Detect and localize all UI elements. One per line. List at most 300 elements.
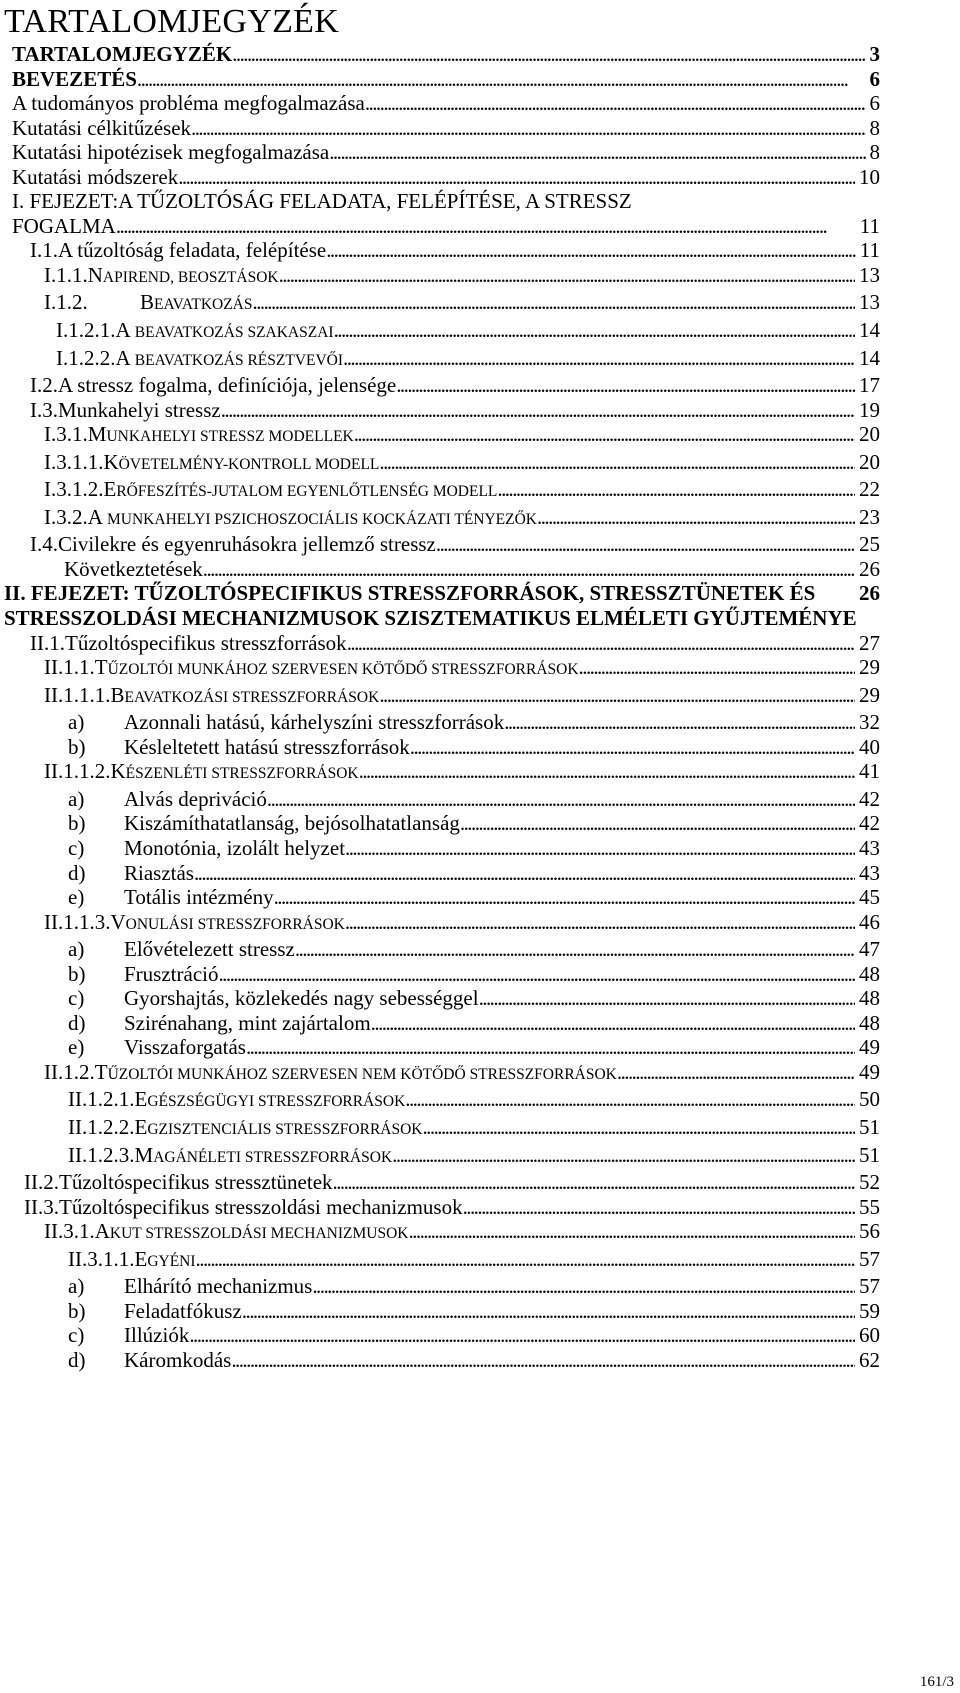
toc-entry[interactable]	[0, 885, 960, 910]
toc-entry-text: Visszaforgatás	[124, 1035, 246, 1060]
toc-chapter-text: FEJEZET: TŰZOLTÓSPECIFIKUS STRESSZFORRÁSOK, STRESSZTÜNETEK ÉS STRESSZOLDÁSI MECHANIZMUSOK SZISZTEMATIKUS ELMÉLETI GYŰJTEMÉNYE	[4, 581, 857, 631]
toc-entry[interactable]	[0, 1247, 960, 1275]
toc-entry-title	[30, 532, 436, 557]
toc-entry[interactable]	[0, 189, 960, 214]
toc-entry-page: 48	[859, 986, 880, 1011]
toc-entry-text: FOGALMA	[12, 213, 116, 238]
toc-entry[interactable]	[0, 42, 960, 67]
toc-entry-title	[68, 1247, 196, 1275]
toc-entry-text: Kutatási módszerek	[12, 164, 179, 189]
dot-leader	[359, 759, 855, 784]
toc-entry-smallcaps: ONULÁSI STRESSZFORRÁSOK	[125, 915, 345, 933]
toc-entry-title	[44, 263, 279, 291]
toc-entry-page: 43	[859, 860, 880, 885]
toc-entry[interactable]	[0, 787, 960, 812]
toc-entry-text: Azonnali hatású, kárhelyszíni stresszforrások	[124, 710, 505, 735]
toc-entry-title	[68, 1011, 371, 1036]
toc-entry-title	[30, 373, 396, 398]
dot-leader	[333, 1170, 855, 1195]
toc-entry-page: 43	[859, 835, 880, 860]
toc-entry-marker: c)	[68, 835, 85, 860]
toc-entry-marker: a)	[68, 710, 85, 735]
toc-entry[interactable]	[0, 1170, 960, 1195]
toc-entry-title	[44, 1060, 617, 1088]
dot-leader	[463, 1195, 855, 1220]
toc-entry-title	[44, 477, 497, 505]
toc-entry-marker: b)	[68, 961, 86, 986]
toc-entry-smallcaps: ÉSZENLÉTI STRESSZFORRÁSOK	[125, 765, 359, 783]
toc-entry[interactable]	[0, 398, 960, 423]
dot-leader	[379, 450, 855, 475]
toc-entry[interactable]	[0, 937, 960, 962]
toc-entry-number: II.3.1.	[44, 1219, 95, 1244]
toc-entry-smallcaps: ÖVETELMÉNY-KONTROLL MODELL	[118, 455, 380, 473]
toc-entry-page: 51	[859, 1142, 880, 1167]
toc-entry-page: 29	[859, 682, 880, 707]
dot-leader	[617, 1060, 855, 1085]
dot-leader	[396, 373, 855, 398]
toc-entry-page: 45	[859, 885, 880, 910]
toc-entry[interactable]	[0, 477, 960, 505]
toc-entry-page: 10	[859, 164, 880, 189]
toc-entry-marker: a)	[68, 786, 85, 811]
toc-entry-title	[44, 759, 359, 787]
toc-entry[interactable]	[0, 986, 960, 1011]
dot-leader	[279, 263, 855, 288]
toc-entry-title	[68, 735, 410, 760]
toc-entry-smallcaps: BEAVATKOZÁS RÉSZTVEVŐI	[134, 351, 344, 369]
toc-entry-page: 25	[859, 532, 880, 557]
toc-entry-smallcaps: EAVATKOZÁSI STRESSZFORRÁSOK	[124, 688, 380, 706]
toc-entry-text: A	[115, 318, 135, 343]
toc-entry[interactable]	[0, 67, 960, 92]
toc-entry-page: 49	[859, 1059, 880, 1084]
toc-entry-page: 22	[859, 477, 880, 502]
toc-entry-title	[44, 910, 345, 938]
toc-entry-page: 3	[869, 42, 880, 66]
dot-leader	[354, 422, 855, 447]
toc-entry-page: 19	[859, 397, 880, 422]
toc-entry-number: I.1.2.1.	[56, 318, 116, 343]
toc-entry-smallcaps: GZISZTENCIÁLIS STRESSZFORRÁSOK	[147, 1120, 423, 1138]
toc-entry-smallcaps: KUT STRESSZOLDÁSI MECHANIZMUSOK	[109, 1225, 409, 1243]
toc-entry-page: 11	[859, 213, 880, 238]
toc-entry-smallcaps: ŰZOLTÓI MUNKÁHOZ SZERVESEN KÖTŐDŐ STRESSZFORRÁSOK	[107, 661, 579, 679]
toc-entry[interactable]	[0, 1274, 960, 1299]
toc-entry-number: II.1.2.	[44, 1059, 95, 1084]
toc-entry-title	[12, 214, 116, 239]
toc-entry-number: I.1.2.2.	[56, 345, 116, 370]
toc-entry-marker: d)	[68, 860, 86, 885]
toc-entry-text: Kiszámíthatatlanság, bejósolhatatlanság	[124, 811, 460, 836]
toc-entry-page: 27	[859, 630, 880, 655]
toc-entry[interactable]	[0, 735, 960, 760]
toc-entry-title	[68, 986, 479, 1011]
toc-entry-page: 60	[859, 1323, 880, 1348]
toc-entry[interactable]	[0, 1143, 960, 1171]
toc-entry-text: A	[115, 345, 135, 370]
toc-entry-page: 20	[859, 449, 880, 474]
toc-entry[interactable]	[0, 422, 960, 450]
toc-entry[interactable]	[0, 505, 960, 533]
toc-entry-title	[68, 937, 295, 962]
toc-entry[interactable]	[0, 631, 960, 656]
dot-leader	[295, 937, 855, 962]
dot-leader	[267, 787, 855, 812]
dot-leader	[379, 683, 855, 708]
toc-entry-marker: c)	[68, 1323, 85, 1348]
dot-leader	[405, 1087, 855, 1112]
toc-entry[interactable]	[0, 214, 960, 239]
toc-entry-number: II.1.1.3.	[44, 909, 111, 934]
toc-entry-title	[68, 885, 274, 910]
dot-leader	[178, 165, 855, 190]
toc-entry-title	[56, 318, 334, 346]
dot-leader	[497, 477, 855, 502]
toc-entry-title	[12, 42, 232, 67]
toc-entry[interactable]	[0, 450, 960, 478]
toc-entry-title	[12, 140, 329, 165]
toc-entry[interactable]	[0, 1323, 960, 1348]
toc-entry-text: A tűzoltóság feladata, felépítése	[58, 238, 327, 263]
toc-entry-page: 48	[859, 1010, 880, 1035]
toc-entry[interactable]	[0, 1299, 960, 1324]
toc-entry-title	[24, 1170, 333, 1195]
dot-leader	[246, 1035, 855, 1060]
toc-entry-title	[24, 1195, 463, 1220]
toc-entry[interactable]	[0, 116, 960, 141]
toc-entry-text: E	[134, 1087, 148, 1112]
toc-entry-text: Alvás depriváció	[124, 786, 267, 811]
toc-entry[interactable]	[0, 1060, 960, 1088]
toc-entry[interactable]	[0, 91, 960, 116]
dot-leader	[231, 1348, 855, 1373]
toc-entry-page: 57	[859, 1274, 880, 1299]
toc-entry[interactable]	[0, 1195, 960, 1220]
toc-entry-marker: e)	[68, 1035, 85, 1060]
toc-entry-text: Gyorshajtás, közlekedés nagy sebességgel	[124, 986, 479, 1011]
dot-leader	[189, 1323, 855, 1348]
toc-entry-page: 41	[859, 759, 880, 784]
dot-leader	[345, 836, 855, 861]
toc-entry-title	[68, 811, 460, 836]
dot-leader	[410, 735, 855, 760]
toc-entry-page: 49	[859, 1035, 880, 1060]
toc-entry-page: 42	[859, 811, 880, 836]
toc-entry-number: II.1.	[30, 630, 65, 655]
toc-entry-text: A stressz fogalma, definíciója, jelensége	[58, 373, 397, 398]
page-number-footer: 161/3	[919, 1674, 954, 1690]
dot-leader	[191, 116, 865, 141]
toc-entry-marker: b)	[68, 734, 86, 759]
toc-entry[interactable]	[0, 532, 960, 557]
dot-leader	[365, 91, 866, 116]
toc-entry-marker: b)	[68, 811, 86, 836]
toc-entry-number: I.1.2.	[44, 290, 88, 315]
dot-leader	[137, 67, 866, 92]
toc-entry[interactable]	[0, 836, 960, 861]
toc-entry-number: I. FEJEZET:	[12, 189, 119, 214]
dot-leader	[116, 214, 856, 239]
toc-entry-title	[64, 557, 203, 582]
toc-entry[interactable]	[0, 318, 960, 346]
toc-entry-page: 51	[859, 1114, 880, 1139]
toc-entry-text: TARTALOMJEGYZÉK	[12, 42, 233, 66]
toc-entry[interactable]	[0, 1035, 960, 1060]
toc-entry-page: 62	[859, 1347, 880, 1372]
toc-entry-text: Frusztráció	[124, 961, 219, 986]
toc-entry-text: M	[87, 422, 107, 447]
toc-entry-number: II.3.	[24, 1194, 59, 1219]
toc-entry-page: 47	[859, 937, 880, 962]
toc-entry[interactable]	[0, 683, 960, 711]
toc-entry-page: 13	[859, 262, 880, 287]
dot-leader	[203, 557, 855, 582]
toc-entry-title	[56, 346, 343, 374]
dot-leader	[232, 42, 865, 67]
toc-entry-text: T	[94, 655, 108, 680]
toc-entry-smallcaps: RŐFESZÍTÉS-JUTALOM EGYENLŐTLENSÉG MODELL	[116, 483, 498, 501]
toc-entry-text: A	[87, 504, 108, 529]
toc-entry-smallcaps: MUNKAHELYI PSZICHOSZOCIÁLIS KOCKÁZATI TÉNYEZŐK	[107, 510, 538, 528]
toc-entry[interactable]	[0, 861, 960, 886]
toc-entry-page: 6	[869, 91, 880, 116]
toc-entry-page: 48	[859, 961, 880, 986]
toc-entry-number: II.3.1.1.	[68, 1246, 135, 1271]
dot-leader	[334, 318, 855, 343]
toc-entry[interactable]	[0, 1219, 960, 1247]
toc-entry-page: 52	[859, 1170, 880, 1195]
toc-entry-page: 8	[869, 115, 880, 140]
toc-entry-number: I.3.2.	[44, 504, 88, 529]
toc-entry-marker: d)	[68, 1347, 86, 1372]
toc-entry-page: 17	[859, 373, 880, 398]
toc-entry[interactable]	[0, 557, 960, 582]
dot-leader	[345, 910, 855, 935]
toc-entry-number: I.1.	[30, 238, 58, 263]
toc-entry-text: N	[87, 262, 103, 287]
toc-entry-text: M	[134, 1142, 154, 1167]
toc-entry-text: Illúziók	[124, 1323, 190, 1348]
toc-entry-title	[12, 91, 365, 116]
toc-entry[interactable]	[0, 1348, 960, 1373]
toc-entry-text: T	[94, 1059, 108, 1084]
toc-entry-title	[68, 787, 267, 812]
toc-entry[interactable]	[0, 346, 960, 374]
toc-entry[interactable]	[0, 140, 960, 165]
toc-entry-title	[30, 238, 326, 263]
toc-entry-text: Elhárító mechanizmus	[124, 1274, 313, 1299]
toc-entry-text: B	[110, 682, 125, 707]
toc-entry-title	[68, 962, 218, 987]
toc-entry-title	[68, 1087, 405, 1115]
dot-leader	[343, 346, 855, 371]
toc-chapter-number: II.	[4, 581, 31, 606]
toc-entry-title	[68, 1323, 189, 1348]
toc-entry-text: E	[103, 477, 117, 502]
toc-entry[interactable]	[0, 263, 960, 291]
toc-entry[interactable]	[0, 1011, 960, 1036]
toc-entry-text: Kutatási célkitűzések	[12, 115, 192, 140]
toc-entry-page: 20	[859, 422, 880, 447]
toc-entry-text: Tűzoltóspecifikus stresszforrások	[65, 630, 347, 655]
toc-entry[interactable]	[0, 759, 960, 787]
dot-leader	[537, 505, 855, 530]
toc-entry-text: Munkahelyi stressz	[58, 397, 221, 422]
toc-entry[interactable]	[0, 238, 960, 263]
toc-entry-text: A TŰZOLTÓSÁG FELADATA, FELÉPÍTÉSE, A STRESSZ	[118, 189, 632, 214]
dot-leader	[194, 861, 855, 886]
toc-entry-number: I.1.1.	[44, 262, 88, 287]
toc-entry-text: Kutatási hipotézisek megfogalmazása	[12, 140, 330, 165]
toc-entry-text: Feladatfókusz	[124, 1298, 242, 1323]
toc-entry-title	[44, 290, 253, 318]
toc-entry[interactable]	[0, 290, 960, 318]
toc-entry-page: 50	[859, 1087, 880, 1112]
toc-entry-title	[68, 1299, 242, 1324]
toc-entry-smallcaps: GYÉNI	[147, 1252, 196, 1270]
toc-entry-title	[12, 189, 632, 214]
toc-entry-page: 23	[859, 504, 880, 529]
toc-entry-smallcaps: AGÁNÉLETI STRESSZFORRÁSOK	[153, 1148, 393, 1166]
dot-leader	[221, 398, 855, 423]
toc-entry-title	[68, 1274, 312, 1299]
toc-entry-number: I.3.1.1.	[44, 449, 104, 474]
toc-entry-title	[44, 1219, 408, 1247]
toc-entry-text: Szirénahang, mint zajártalom	[124, 1010, 371, 1035]
toc-entry-title	[68, 1143, 392, 1171]
toc-entry-text: E	[134, 1246, 148, 1271]
toc-entry-title	[68, 861, 194, 886]
toc-entry-title	[68, 1348, 231, 1373]
toc-entry-marker: c)	[68, 986, 85, 1011]
dot-leader	[326, 238, 856, 263]
toc-entry[interactable]	[0, 811, 960, 836]
toc-entry-text: Riasztás	[124, 860, 194, 885]
dot-leader	[274, 885, 855, 910]
toc-entry-title	[68, 1115, 422, 1143]
toc-entry-number: II.1.2.2.	[68, 1114, 135, 1139]
toc-entry-page: 56	[859, 1219, 880, 1244]
dot-leader	[579, 655, 855, 680]
dot-leader	[242, 1299, 855, 1324]
toc-entry-text: A tudományos probléma megfogalmazása	[12, 91, 365, 116]
toc-entry-text: E	[134, 1114, 148, 1139]
toc-entry-title	[30, 631, 347, 656]
page-title: TARTALOMJEGYZÉK	[4, 3, 340, 40]
toc-entry-page: 42	[859, 786, 880, 811]
toc-entry-number: I.4.	[30, 532, 58, 557]
dot-leader	[436, 532, 855, 557]
toc-entry-text: Totális intézmény	[124, 885, 274, 910]
toc-entry-text: A	[94, 1219, 110, 1244]
table-of-contents	[0, 42, 960, 1372]
toc-entry-number: I.3.1.2.	[44, 477, 104, 502]
dot-leader	[218, 962, 855, 987]
toc-entry-text: Következtetések	[64, 556, 203, 581]
toc-entry-page: 26	[859, 556, 880, 581]
dot-leader	[392, 1143, 855, 1168]
toc-entry-title	[68, 1035, 246, 1060]
toc-entry-smallcaps: BEAVATKOZÁS SZAKASZAI	[134, 324, 334, 342]
toc-chapter-entry[interactable]	[0, 581, 960, 630]
toc-entry[interactable]	[0, 1087, 960, 1115]
dot-leader	[371, 1011, 855, 1036]
toc-entry[interactable]	[0, 1115, 960, 1143]
toc-entry-page: 59	[859, 1298, 880, 1323]
toc-entry-number: II.1.1.	[44, 655, 95, 680]
toc-entry-page: 57	[859, 1246, 880, 1271]
toc-entry-page: 29	[859, 655, 880, 680]
toc-entry-text: K	[110, 759, 126, 784]
toc-entry-text: BEVEZETÉS	[12, 66, 137, 91]
toc-entry-title	[30, 398, 221, 423]
toc-entry-title	[44, 655, 579, 683]
toc-entry[interactable]	[0, 910, 960, 938]
toc-entry-title	[68, 710, 504, 735]
toc-entry-number: I.3.	[30, 397, 58, 422]
toc-entry[interactable]	[0, 710, 960, 735]
toc-entry-number: II.1.1.2.	[44, 759, 111, 784]
dot-leader	[347, 631, 855, 656]
toc-entry-page: 55	[859, 1194, 880, 1219]
toc-entry-page: 11	[859, 238, 880, 263]
toc-entry-marker: a)	[68, 1274, 85, 1299]
toc-entry-number: II.2.	[24, 1170, 59, 1195]
toc-entry-page: 13	[859, 290, 880, 315]
toc-entry-number: II.1.2.3.	[68, 1142, 135, 1167]
toc-entry-smallcaps: GÉSZSÉGÜGYI STRESSZFORRÁSOK	[147, 1093, 406, 1111]
toc-entry-smallcaps: ŰZOLTÓI MUNKÁHOZ SZERVESEN NEM KÖTŐDŐ STRESSZFORRÁSOK	[107, 1065, 617, 1083]
toc-entry-text: Monotónia, izolált helyzet	[124, 835, 346, 860]
toc-entry-page: 14	[859, 345, 880, 370]
toc-entry-number: II.1.2.1.	[68, 1087, 135, 1112]
toc-entry-page: 32	[859, 710, 880, 735]
toc-entry-text: B	[140, 290, 155, 315]
toc-entry-title	[68, 836, 345, 861]
toc-entry-text: Tűzoltóspecifikus stressztünetek	[59, 1170, 333, 1195]
toc-entry-title	[12, 67, 137, 92]
toc-entry-text: Civilekre és egyenruhásokra jellemző stressz	[58, 532, 436, 557]
toc-entry-text: Káromkodás	[124, 1347, 232, 1372]
toc-entry[interactable]	[0, 655, 960, 683]
dot-leader	[422, 1115, 855, 1140]
toc-entry-number: II.1.1.1.	[44, 682, 111, 707]
dot-leader	[408, 1219, 855, 1244]
toc-entry-title	[44, 683, 379, 711]
dot-leader	[329, 140, 865, 165]
toc-entry[interactable]	[0, 373, 960, 398]
toc-chapter-title	[4, 581, 859, 630]
toc-entry-page: 40	[859, 734, 880, 759]
toc-entry-title	[12, 165, 178, 190]
toc-entry-text: K	[103, 449, 119, 474]
toc-entry[interactable]	[0, 165, 960, 190]
toc-entry-title	[12, 116, 191, 141]
toc-entry[interactable]	[0, 962, 960, 987]
toc-entry-page: 46	[859, 909, 880, 934]
toc-entry-text: V	[110, 909, 126, 934]
toc-entry-text: Késleltetett hatású stresszforrások	[124, 734, 410, 759]
toc-entry-text: Elővételezett stressz	[124, 937, 295, 962]
dot-leader	[479, 986, 855, 1011]
toc-entry-page: 14	[859, 318, 880, 343]
dot-leader	[460, 811, 855, 836]
toc-entry-title	[44, 422, 354, 450]
toc-entry-smallcaps: EAVATKOZÁS	[154, 296, 253, 314]
dot-leader	[312, 1274, 855, 1299]
toc-entry-number: I.3.1.	[44, 422, 88, 447]
